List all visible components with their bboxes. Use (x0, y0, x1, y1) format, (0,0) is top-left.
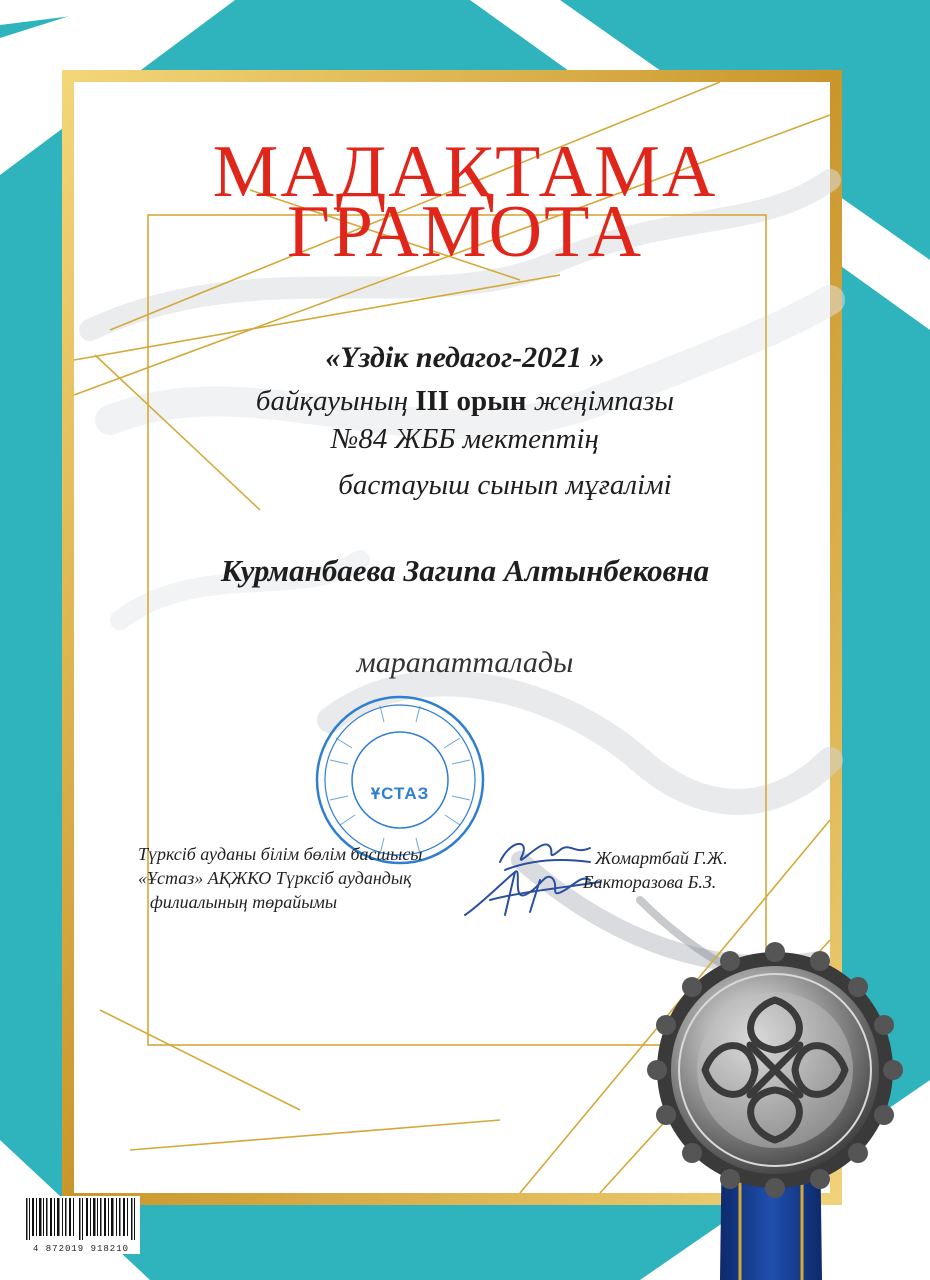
place-rank: III орын (415, 385, 527, 417)
barcode-icon (22, 1196, 140, 1242)
silver-medal (647, 942, 903, 1198)
place-suffix: жеңімпазы (533, 385, 675, 417)
barcode-number: 4 872019 918210 (32, 1244, 129, 1254)
stamp-label: ҰСТАЗ (370, 784, 430, 803)
signer-name-2: Бакторазова Б.З. (583, 872, 717, 892)
certificate-title-russian: ГРАМОТА (286, 191, 644, 273)
signer-position-line2: «Ұстаз» АҚЖКО Түрксіб аудандық (138, 868, 412, 888)
place-prefix: байқауының (255, 385, 409, 417)
awarded-text: марапатталады (356, 646, 574, 679)
certificate-title-kazakh: МАДАҚТАМА (212, 131, 718, 213)
signer-position-line1: Түрксіб ауданы білім бөлім басшысы (138, 844, 423, 864)
contest-place (0, 384, 930, 419)
signer-name-1: Жомартбай Г.Ж. (595, 848, 728, 868)
school-name: №84 ЖББ мектептің (331, 423, 599, 455)
contest-name: «Үздік педагог-2021 » (325, 341, 605, 374)
teacher-role: бастауыш сынып мұғалімі (338, 469, 672, 501)
recipient-name: Курманбаева Загипа Алтынбековна (220, 553, 710, 588)
signer-position-line3: филиалының төрайымы (150, 892, 338, 912)
